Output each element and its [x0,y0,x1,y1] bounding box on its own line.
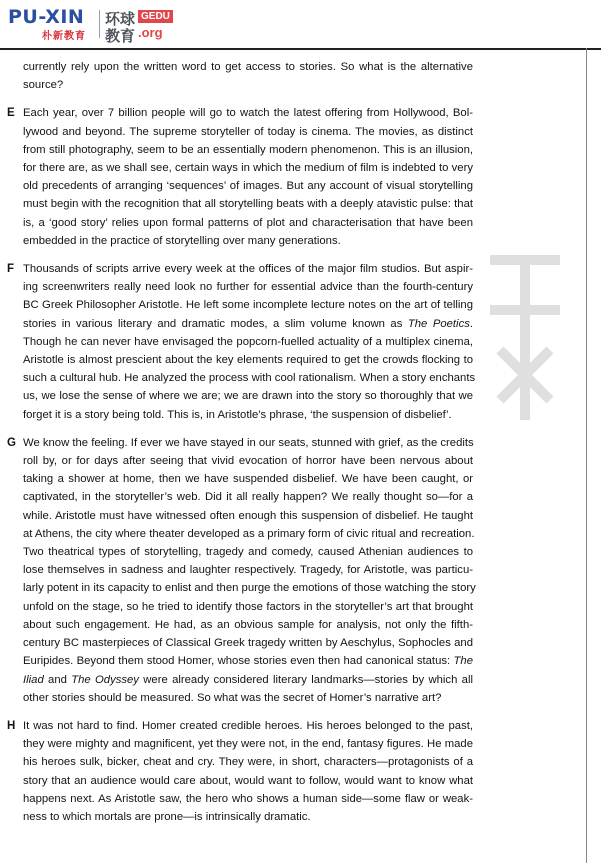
text-line: unfold on the stage, so he tried to identify those factors in the storyteller’s art that brought [23,600,473,613]
header-rule [0,48,601,50]
text-line: lywood and beyond. The supreme storyteller of today is cinema. The movies, as distinct [23,125,473,138]
page-edge-rule [586,48,587,863]
text-line: Two theatrical types of storytelling, tragedy and comedy, caused Athenian audiences to [23,546,473,559]
text-line: currently rely upon the written word to get access to stories. So what is the alternative [23,61,473,73]
text-line: at Athens, the city where theater developed as a primary form of civic ritual and recreation. [23,527,475,540]
text-line: century BC masterpieces of Classical Greek tragedy written by Aeschylus, Sophocles and [23,637,473,650]
text-line: about such engagement. He had, as an obvious sample for analysis, not only the fifth- [23,618,473,631]
logo-org: .org [138,25,163,40]
text-line: for there are, as we shall see, certain ways in which the medium of film is indebted to very [23,162,473,175]
text-line: BC Greek Philosopher Aristotle. He left some incomplete lecture notes on the art of telling [23,299,473,312]
text-line: source? [23,79,64,92]
paragraph-g [7,434,476,707]
logo-brand: PU-XIN [8,6,85,28]
logo-cn-line1: 环球 [105,11,136,28]
paragraph-letter: H [7,719,16,732]
text-line: Iliad and The Odyssey were already considered literary landmarks—stories by which all [23,673,473,686]
text-line: such a cultural hub. He analyzed the process with cool rationalism. When a story enchants [23,372,476,385]
text-line: story that an audience would care about, would want to follow, would want to know what [23,774,473,787]
paragraph-f [7,260,476,424]
paragraph-letter: F [7,263,15,276]
logo-divider [99,10,100,38]
text-line: happens next. As Aristotle saw, the hero who shows a human side—some flaw or weak- [23,792,473,805]
logo-cn-line2: 教育 [105,28,136,45]
text-line: ness to which mortals are prone—is intrinsically dramatic. [23,810,311,823]
text-line: ing screenwriters really need look no further for essential advice than the fourth-century [23,281,473,294]
text-line: while. Aristotle must have witnessed often enough this suspension of disbelief. He taught [23,509,473,522]
paragraph-intro [7,58,473,94]
text-line: forget it is a story being told. This is, in Aristotle’s phrase, ‘the suspension of disbelief’. [23,408,452,421]
text-line: captivated, in the storyteller’s web. Did it all really happen? We really thought so—for a [23,491,473,504]
text-line: embedded in the practice of storytelling over many generations. [23,234,341,247]
text-line: must begin with the recognition that all storytelling beats with a deeply atavistic pulse: that [23,198,473,211]
text-line: Euripides. Beyond them stood Homer, whose stories even then had canonical status: The [23,655,473,668]
paragraph-h [7,717,473,826]
text-line: his heroes sulk, bicker, cheat and cry. They were, in short, characters—protagonists of a [23,756,473,769]
text-line: old precedents of arranging ‘sequences’ of images. But any account of visual storytelling [23,180,473,193]
text-line: from still photography, seem to be an essentially modern phenomenon. This is an illusion, [23,143,473,156]
logo-gedu-badge: GEDU [138,10,173,23]
text-line: Aristotle is almost prescient about the key elements required to get the crowds flocking to [23,354,473,367]
watermark-glyph [470,240,580,440]
text-line: Though he can never have envisaged the popcorn-fuelled actuality of a multiplex cinema, [23,335,473,348]
text-line: It was not hard to find. Homer created credible heroes. His heroes belonged to the past, [23,719,473,732]
text-line: roll by, or for days after seeing that vivid evocation of horror have been nervous about [23,455,473,468]
paragraph-letter: G [7,436,16,449]
text-line: stories in various literary and dramatic modes, a slim volume known as The Poetics. [23,317,474,330]
text-line: is, a ‘good story’ relies upon formal patterns of plot and characterisation that have been [23,216,473,229]
text-line: us, we lose the sense of where we are; we are drawn into the story so thoroughly that we [23,390,473,403]
text-line: taking a shower at home, then we have suspended disbelief. We have been caught, or [23,473,473,486]
paragraph-e [7,104,473,250]
text-line: Thousands of scripts arrive every week at the offices of the major film studios. But aspir- [23,263,473,276]
text-line: they were mighty and magnificent, yet they were not, in the end, fantasy figures. He made [23,738,473,751]
logo-brand-cn: 朴新教育 [42,31,86,42]
text-line: other stories should be measured. So what was the secret of Homer’s narrative art? [23,691,442,704]
text-line: larly potent in its capacity to enlist and then purge the emotions of those watching the story [23,582,476,595]
text-line: We know the feeling. If ever we have stayed in our seats, stunned with grief, as the credits [23,436,474,449]
text-line: lose themselves in sadness and laughter respectively. Tragedy, for Aristotle, was particu- [23,564,473,577]
paragraph-letter: E [7,107,15,120]
text-line: Each year, over 7 billion people will go to watch the latest offering from Hollywood, Bol- [23,107,473,120]
article-body [7,58,476,826]
